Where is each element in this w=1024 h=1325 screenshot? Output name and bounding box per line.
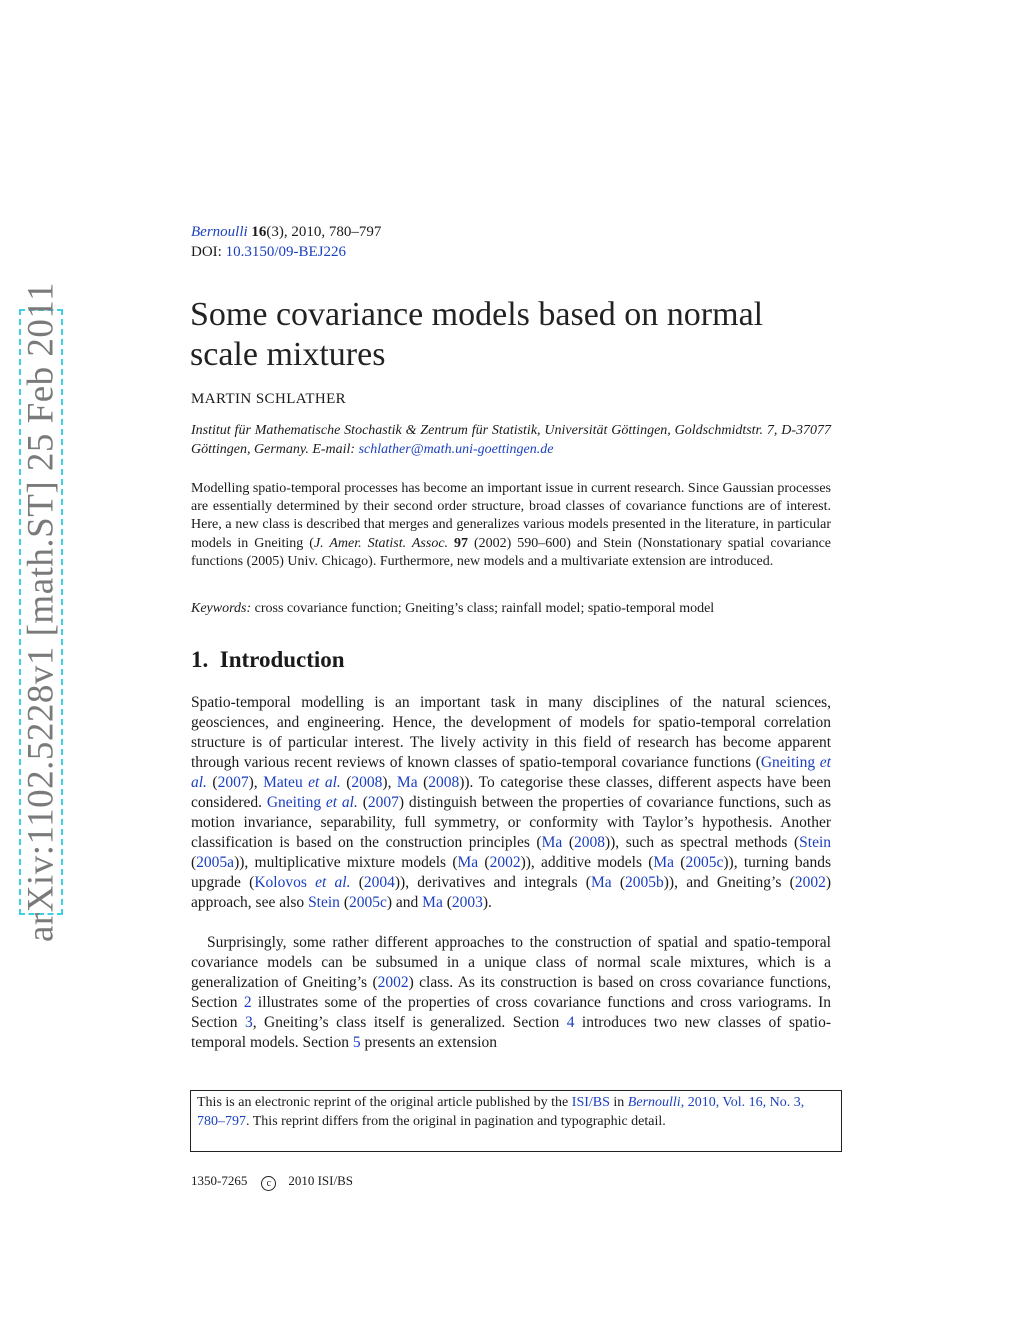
reference-link[interactable]: 2008 [351,774,383,791]
journal-volume: 16 [251,224,267,240]
paragraph-text: ( [357,794,368,811]
paragraph-text: ), [382,774,397,791]
paragraph-text: ), [248,774,264,791]
reference-link[interactable]: Ma [457,854,479,871]
abstract-text-1: Modelling spatio-temporal processes has become an important issue in current research. Since Gaussian processes are essentially determined by their second order structure, broad classes of covariance functions are of interest. Here, a new class is described that merges and generalizes various models presented in the literature, in particular models in Gneiting ( [191,481,831,551]
paragraph-text: ( [478,854,490,871]
reference-link[interactable]: Ma [590,874,612,891]
reference-link[interactable]: Gneiting [266,794,322,811]
reference-link[interactable]: 5 [352,1034,361,1051]
paragraph-text: ( [674,854,686,871]
keywords [191,601,831,617]
journal-citation [191,223,381,242]
arxiv-stamp: arXiv:1102.5228v1 [math.ST] 25 Feb 2011 [20,281,62,943]
copyright-text: 2010 ISI/BS [288,1173,353,1188]
paragraph-text: ( [442,894,452,911]
paragraph-text: ( [611,874,626,891]
reference-link[interactable]: 2008 [573,834,605,851]
paragraph-text: ( [339,894,349,911]
paragraph-text: ( [562,834,574,851]
footer [191,1173,353,1191]
reference-link[interactable]: Ma [653,854,675,871]
reference-link[interactable]: 2007 [367,794,399,811]
copyright-icon: c [261,1176,276,1191]
abstract-journal: J. Amer. Statist. Assoc. [313,535,449,551]
section-title: Introduction [219,647,345,672]
affiliation-text: Institut für Mathematische Stochastik & Zentrum für Statistik, Universität Göttingen, Goldschmidtstr. 7, D-37077 Göttingen, Germany. E-mail: [191,423,831,457]
paragraph-text: )), such as spectral methods ( [604,834,800,851]
paragraph-text: ( [191,854,197,871]
reference-link[interactable]: 2005c [685,854,724,871]
reference-link[interactable]: 2004 [363,874,395,891]
paragraph-text: )), and Gneiting’s ( [663,874,795,891]
paragraph-text: )), derivatives and integrals ( [394,874,591,891]
reprint-notice [190,1090,842,1152]
paragraph-text: ( [206,774,218,791]
journal-name-link[interactable]: Bernoulli [191,224,248,240]
reference-link[interactable]: 2002 [489,854,521,871]
author-affiliation [191,421,831,459]
paragraph-text: ( [417,774,429,791]
reference-link[interactable]: Stein [308,894,340,911]
paragraph-text: ( [340,774,352,791]
section-number: 1. [191,647,209,672]
reference-link[interactable]: Mateu [263,774,303,791]
paragraph-text: presents an extension [360,1034,498,1051]
notice-text-1: This is an electronic reprint of the original article published by the [197,1095,572,1110]
paragraph-text: )), additive models ( [520,854,654,871]
reference-link[interactable]: Kolovos [254,874,307,891]
reference-link[interactable]: 3 [244,1014,253,1031]
paragraph-text: ( [350,874,364,891]
reference-link[interactable]: Gneiting [760,754,816,771]
author-name: MARTIN SCHLATHER [191,391,347,407]
paragraph-text: ) distinguish between the properties of covariance functions, such as motion invariance, separability, full symmetry, or conformity with Taylor’s hypothesis. Another classification is based on the construction principles ( [191,794,831,851]
reference-link[interactable]: Stein [799,834,832,851]
reference-link[interactable]: Ma [422,894,443,911]
intro-paragraph-1 [191,693,831,913]
paragraph-text: ) approach, see also [191,874,831,911]
paragraph-text: ). [482,894,492,911]
paragraph-text: )), turning bands upgrade ( [191,854,832,891]
email-link[interactable]: schlather@math.uni-goettingen.de [358,442,554,457]
abstract [191,480,831,571]
keywords-label: Keywords: [191,601,252,616]
reference-link[interactable]: 2007 [217,774,249,791]
reference-link[interactable]: 2002 [377,974,409,991]
keywords-text: cross covariance function; Gneiting’s class; rainfall model; spatio-temporal model [254,601,715,616]
paragraph-text: Spatio-temporal modelling is an important task in many disciplines of the natural sciences, geosciences, and engineering. Hence, the development of models for spatio-temporal correlation structure is of particular interest. The lively activity in this field of research has become apparent through various recent reviews of known classes of spatio-temporal covariance functions ( [191,694,831,771]
paragraph-text: , Gneiting’s class itself is generalized. Section [252,1014,567,1031]
abstract-volume: 97 [454,535,469,551]
reference-link[interactable]: 2005b [625,874,664,891]
publisher-link[interactable]: ISI/BS [571,1095,610,1110]
intro-paragraph-2 [191,933,831,1053]
abstract-text-2: (2002) 590–600) and Stein (Nonstationary spatial covariance functions (2005) Univ. Chicago). Furthermore, new models and a multivariate extension are introduced. [191,535,832,569]
reference-link[interactable]: 2002 [794,874,826,891]
doi-line [191,243,346,262]
paragraph-text: ) and [386,894,423,911]
reference-link[interactable]: 2005a [196,854,235,871]
reference-link[interactable]: et al. [306,874,351,891]
paragraph-text: illustrates some of the properties of cross covariance functions and cross variograms. In Section [191,994,831,1031]
paper-title: Some covariance models based on normal scale mixtures [190,296,764,373]
reference-link[interactable]: et al. [321,794,358,811]
reference-link[interactable]: 2005c [348,894,387,911]
reference-link[interactable]: Ma [541,834,563,851]
reference-link[interactable]: 2003 [451,894,483,911]
paragraph-text: Surprisingly, some rather different approaches to the construction of spatial and spatio-temporal covariance models can be subsumed in a unique class of normal scale mixtures, which is a generalization of Gneiting’s ( [191,934,831,991]
paragraph-text: ) class. As its construction is based on cross covariance functions, Section [191,974,831,1011]
reference-link[interactable]: 2008 [428,774,460,791]
issn: 1350-7265 [191,1173,248,1188]
doi-label: DOI: [191,244,222,260]
notice-text-3: . This reprint differs from the original in pagination and typographic detail. [246,1113,666,1129]
reference-link[interactable]: 4 [566,1014,575,1031]
reference-link[interactable]: Ma [396,774,418,791]
paragraph-text: )), multiplicative mixture models ( [234,854,458,871]
paragraph-text: introduces two new classes of spatio-temporal models. Section [191,1014,832,1051]
notice-text-2: in [609,1095,628,1110]
reference-link[interactable]: et al. [302,774,341,791]
reference-link[interactable]: 2 [243,994,252,1011]
paragraph-text: )). To categorise these classes, different aspects have been considered. [191,774,831,811]
journal-issue: (3), 2010, 780–797 [266,224,382,240]
citation-link[interactable]: , 2010, Vol. 16, No. 3, 780–797 [197,1095,805,1129]
section-heading [191,647,345,673]
journal-link[interactable]: Bernoulli [627,1095,681,1110]
reference-link[interactable]: et al. [191,754,831,791]
doi-link[interactable]: 10.3150/09-BEJ226 [225,244,346,260]
